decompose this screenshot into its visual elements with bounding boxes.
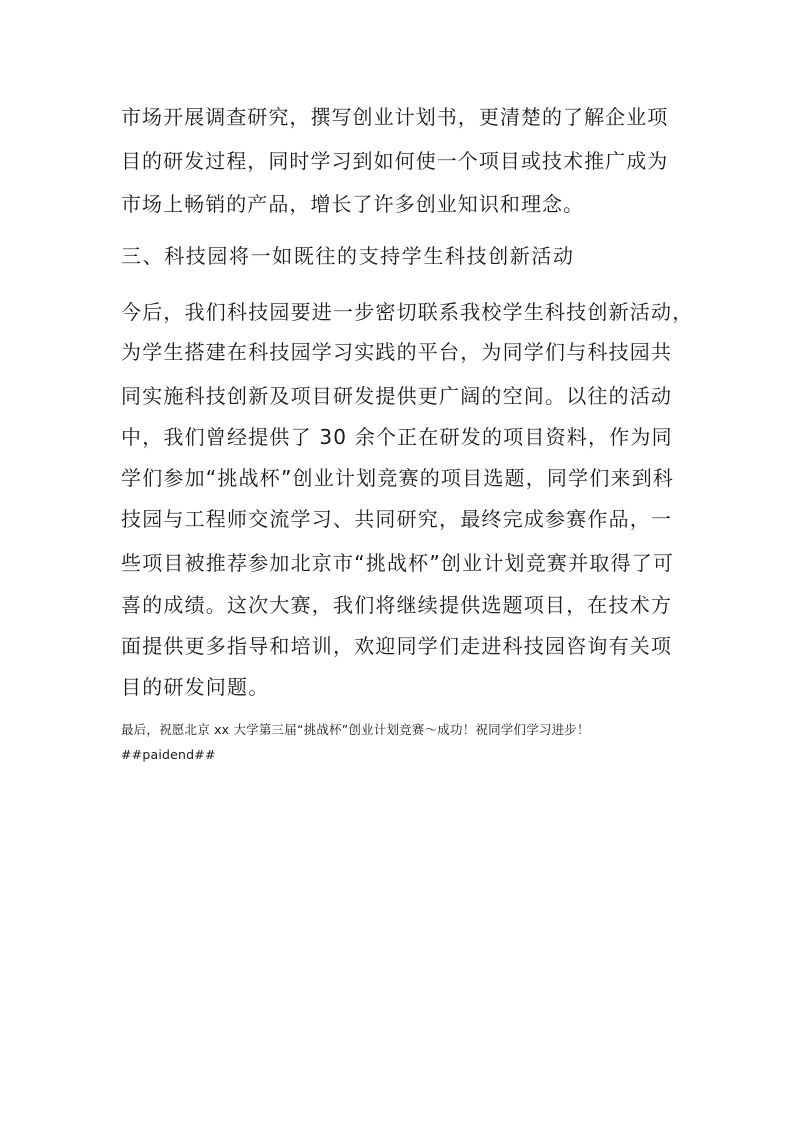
paragraph-line: 些项目被推荐参加北京市“挑战杯”创业计划竞赛并取得了可 xyxy=(121,551,675,575)
closing-wishes: 最后，祝愿北京 xx 大学第三届“挑战杯”创业计划竞赛～成功！祝同学们学习进步！ xyxy=(121,722,590,737)
paragraph-line: 市场上畅销的产品，增长了许多创业知识和理念。 xyxy=(121,192,585,216)
paragraph-line: 面提供更多指导和培训，欢迎同学们走进科技园咨询有关项 xyxy=(121,634,673,658)
paragraph-line: 学们参加“挑战杯”创业计划竞赛的项目选题，同学们来到科 xyxy=(121,466,675,490)
section-heading: 三、科技园将一如既往的支持学生科技创新活动 xyxy=(121,244,575,268)
paragraph-line: 喜的成绩。这次大赛，我们将继续提供选题项目，在技术方 xyxy=(121,593,673,617)
paragraph-line: 中，我们曾经提供了 30 余个正在研发的项目资料，作为同 xyxy=(121,425,673,449)
paragraph-line: 技园与工程师交流学习、共同研究，最终完成参赛作品，一 xyxy=(121,507,673,531)
paragraph-line: 今后，我们科技园要进一步密切联系我校学生科技创新活动， xyxy=(121,300,694,324)
paragraph-line: 为学生搭建在科技园学习实践的平台，为同学们与科技园共 xyxy=(121,340,673,364)
end-marker: ##paidend## xyxy=(121,747,216,762)
paragraph-line: 同实施科技创新及项目研发提供更广阔的空间。以往的活动 xyxy=(121,384,673,408)
paragraph-line: 目的研发问题。 xyxy=(121,675,270,699)
paragraph-line: 市场开展调查研究，撰写创业计划书，更清楚的了解企业项 xyxy=(121,105,669,129)
paragraph-line: 目的研发过程，同时学习到如何使一个项目或技术推广成为 xyxy=(121,149,669,173)
